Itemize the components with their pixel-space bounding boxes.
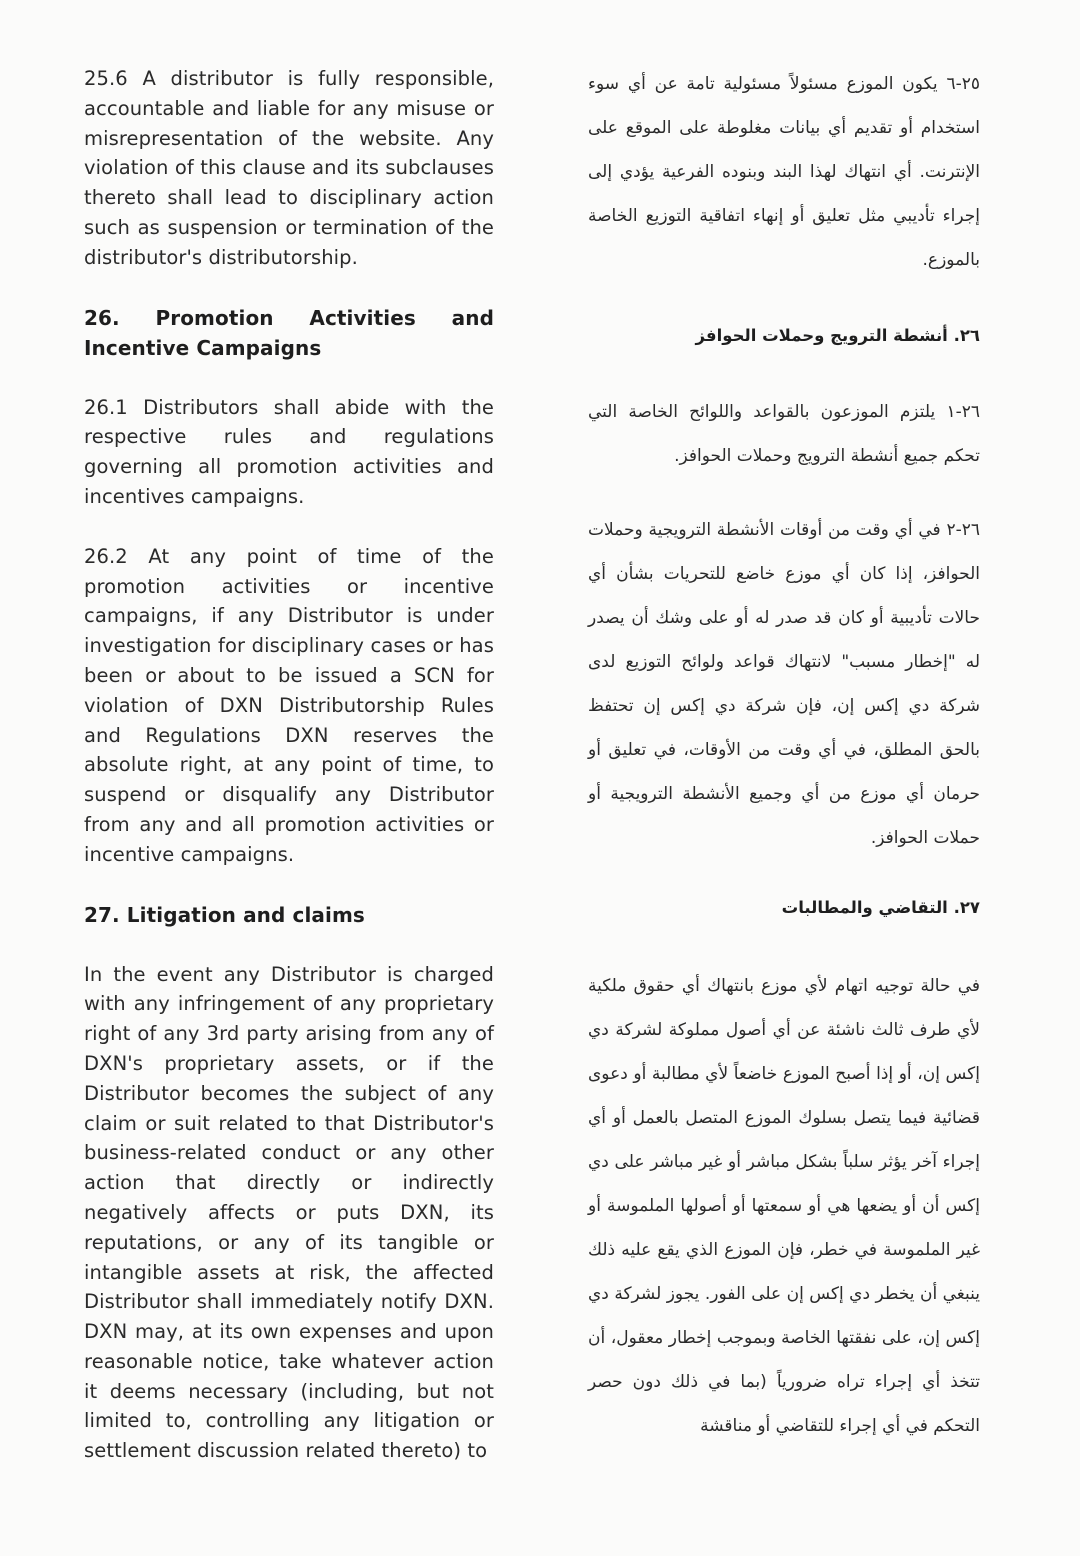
clause-26-1-en: 26.1 Distributors shall abide with the respective rules and regulations governing all promotion activities and incentives campaigns.: [84, 395, 494, 508]
clause-26-2-en: 26.2 At any point of time of the promotion activities or incentive campaigns, if any Distributor is under investigation for disciplinary cases or has been or about to be issued a SCN for violation of DXN Distributorship Rules and Regulations DXN reserves the absolute right, at any point of time, to suspend or disqualify any Distributor from any and all promotion activities or incentive campaigns.: [84, 544, 494, 866]
clause-25-6-en: 25.6 A distributor is fully responsible, accountable and liable for any misuse or misrepresentation of the website. Any violation of this clause and its subclauses thereto shall lead to disciplinary action such as suspension or termination of the distributor's distributorship.: [84, 67, 494, 269]
english-column: [84, 64, 494, 1466]
clause-26-2-ar: ٢٦-٢ في أي وقت من أوقات الأنشطة الترويجية وحملات الحوافز، إذا كان أي موزع خاضع للتحريات بشأن أي حالات تأديبية أو كان قد صدر له أو على وشك أن يصدر له "إخطار مسبب" لانتهاك قواعد ولوائح التوزيع لدى شركة دي إكس إن، فإن شركة دي إكس إن تحتفظ بالحق المطلق، في أي وقت من الأوقات، في تعليق أو حرمان أي موزع من أي وجميع الأنشطة الترويجية أو حملات الحوافز.: [588, 520, 980, 848]
clause-26-1-ar: ٢٦-١ يلتزم الموزعون بالقواعد واللوائح الخاصة التي تحكم جميع أنشطة الترويج وحملات الحوافز.: [588, 402, 980, 466]
heading-26-ar: ٢٦. أنشطة الترويج وحملات الحوافز: [695, 326, 980, 345]
clause-27-en: In the event any Distributor is charged with any infringement of any proprietary right of any 3rd party arising from any of DXN's proprietary assets, or if the Distributor becomes the subject of any claim or suit related to that Distributor's business-related conduct or any other action that directly or indirectly negatively affects or puts DXN, its reputations, or any of its tangible or intangible assets at risk, the affected Distributor shall immediately notify DXN. DXN may, at its own expenses and upon reasonable notice, take whatever action it deems necessary (including, but not limited to, controlling any litigation or settlement discussion related thereto) to: [84, 962, 494, 1463]
heading-27-ar: ٢٧. التقاضي والمطالبات: [781, 898, 980, 917]
clause-27-ar: في حالة توجيه اتهام لأي موزع بانتهاك أي حقوق ملكية لأي طرف ثالث ناشئة عن أي أصول مملوكة لشركة دي إكس إن، أو إذا أصبح الموزع خاضعاً لأي مطالبة أو دعوى قضائية فيما يتصل بسلوك الموزع المتصل بالعمل أو أي إجراء آخر يؤثر سلباً بشكل مباشر أو غير مباشر على دي إكس أن أو يضعها هي أو سمعتها أو أصولها الملموسة أو غير الملموسة في خطر، فإن الموزع الذي يقع عليه ذلك ينبغي أن يخطر دي إكس إن على الفور. يجوز لشركة دي إكس إن، على نفقتها الخاصة وبموجب إخطار معقول، أن تتخذ أي إجراء تراه ضرورياً (بما في ذلك دون حصر التحكم في أي إجراء للتقاضي أو مناقشة: [588, 976, 980, 1436]
clause-25-6-ar: ٢٥-٦ يكون الموزع مسئولاً مسئولية تامة عن أي سوء استخدام أو تقديم أي بيانات مغلوطة على الموقع على الإنترنت. أي انتهاك لهذا البند وبنوده الفرعية يؤدي إلى إجراء تأديبي مثل تعليق أو إنهاء اتفاقية التوزيع الخاصة بالموزع.: [588, 74, 980, 270]
heading-26-en: 26. Promotion Activities and Incentive Campaigns: [84, 305, 494, 360]
arabic-column: [588, 62, 980, 1448]
heading-27-en: 27. Litigation and claims: [84, 902, 365, 927]
